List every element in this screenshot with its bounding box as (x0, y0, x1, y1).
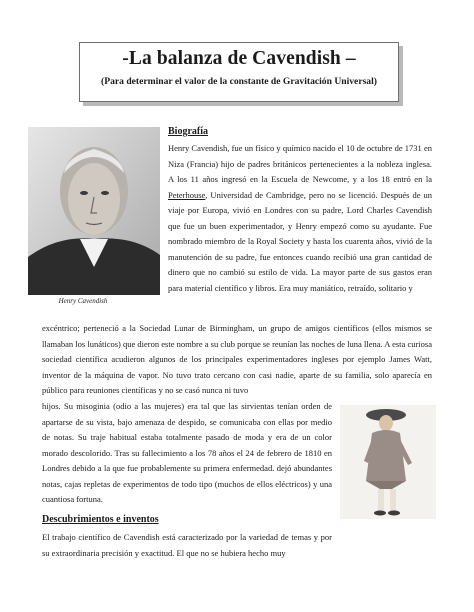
peterhouse-link[interactable]: Peterhouse (168, 189, 206, 200)
standing-figure-image (340, 405, 436, 519)
page-title: -La balanza de Cavendish – (122, 48, 356, 69)
discoveries-paragraph: El trabajo científico de Cavendish está caracterizado por la variedad de temas y por su extraordinaria precisión y exactitud. El que no se hubiera hecho muy (42, 532, 332, 558)
bio-paragraph-3: hijos. Su misoginia (odio a las mujeres) era tal que las sirvientas tenían orden de apartarse de su vista, bajo amenaza de despido, se comunicaba con ellas por medio de notas. Su traje habitual estaba totalmente pasado de moda y era de un color morado descolorido. Tras su fallecimiento a los 78 años el 24 de febrero de 1810 en Londres debido a la que fue probablemente su primera enfermedad. dejó abundantes notas, cajas repletas de experimentos de todo tipo (muchos de ellos eléctricos) y una cuantiosa fortuna. (42, 401, 332, 504)
title-box (79, 42, 399, 102)
section-heading-discoveries: Descubrimientos e inventos (42, 514, 159, 525)
portrait-caption: Henry Cavendish (58, 297, 108, 305)
bio-paragraph-1: Henry Cavendish, fue un físico y químico nacido el 10 de octubre de 1731 en Niza (Francia) hijo de padres británicos pertenecientes a la nobleza inglesa. A los 11 años ingresó en la Escuela de Newcome, y a los 18 entró en la Peterhouse, Universidad de Cambridge, pero no se licenció. Después de un viaje por Europa, vivió en Londres con su padre, Lord Charles Cavendish que fue un buen experimentador, y Henry empezó como su ayudante. Fue nombrado miembro de la Royal Society y hasta los cuarenta años, vivió de la manutención de su padre, fue entonces cuando recibió una gran cantidad de dinero que no cambió su estilo de vida. La mayor parte de sus gastos eran para material científico y libros. Era muy maniático, retraído, solitario y (168, 143, 432, 293)
page-subtitle: (Para determinar el valor de la constante de Gravitación Universal) (101, 76, 377, 87)
section-heading-biography: Biografía (168, 126, 208, 137)
portrait-image (28, 127, 160, 295)
bio-paragraph-2: excéntrico; perteneció a la Sociedad Lunar de Birmingham, un grupo de amigos científicos (ellos mismos se llamaban los lunáticos) que dieron este nombre a su club porque se reunían las noches de luna llena. A esta curiosa sociedad científica acudieron algunos de los principales experimentadores ingleses por ejemplo James Watt, inventor de la máquina de vapor. No tuvo trato cercano con casi nadie, aparte de su familia, solo aparecía en público para reuniones científicas y no se casó nunca ni tuvo (42, 323, 432, 395)
